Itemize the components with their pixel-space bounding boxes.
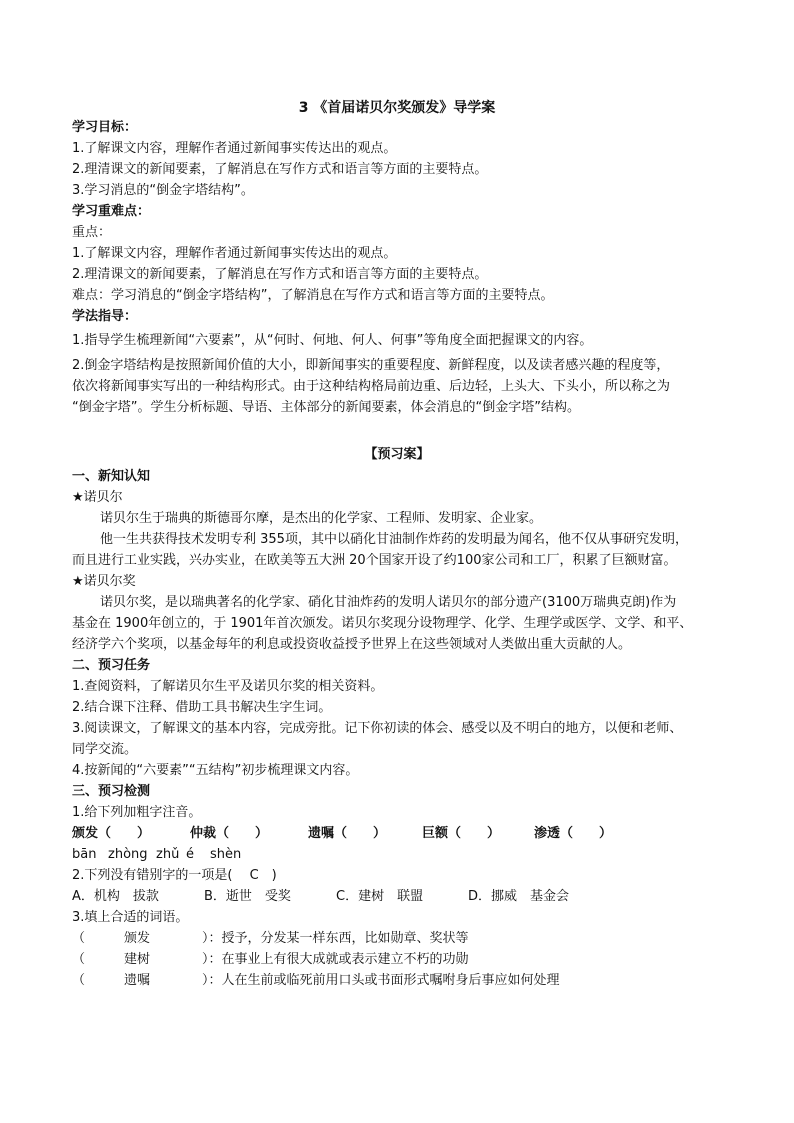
goals-heading: 学习目标： xyxy=(72,120,138,135)
pinyin-word: 仲裁（ ） xyxy=(190,826,269,841)
pinyin-answer: é xyxy=(186,847,194,862)
method-item-2-line: 依次将新闻事实写出的一种结构形式。由于这种结构格局前边重、后边轻，上头大、下头小，所以称之为 xyxy=(72,379,671,394)
part2-heading: 二、预习任务 xyxy=(72,658,151,673)
pinyin-answer: zhǔ xyxy=(156,847,180,862)
task-item: 4.按新闻的“六要素”“五结构”初步梳理课文内容。 xyxy=(72,763,359,778)
method-heading: 学法指导： xyxy=(72,309,138,324)
fill-row: （ 建树 ）：在事业上有很大成就或表示建立不朽的功勋 xyxy=(72,952,469,967)
difficulty-text: 难点：学习消息的“倒金字塔结构”，了解消息在写作方式和语言等方面的主要特点。 xyxy=(72,288,554,303)
task-item: 3.阅读课文，了解课文的基本内容，完成旁批。记下你初读的体会、感受以及不明白的地方，以便和老师、 xyxy=(72,721,683,736)
pinyin-word: 遗嘱（ ） xyxy=(308,826,387,841)
pinyin-word: 巨额（ ） xyxy=(422,826,501,841)
option-a: A．机构 拔款 xyxy=(72,889,159,904)
task-item: 1.查阅资料，了解诺贝尔生平及诺贝尔奖的相关资料。 xyxy=(72,679,384,694)
nobel-paragraph-2-line: 他一生共获得技术发明专利 355项，其中以硝化甘油制作炸药的发明最为闻名，他不仅从事研究发明， xyxy=(100,532,688,547)
key-item: 1.了解课文内容，理解作者通过新闻事实传达出的观点。 xyxy=(72,246,397,261)
goal-item: 2.理清课文的新闻要素，了解消息在写作方式和语言等方面的主要特点。 xyxy=(72,162,488,177)
part3-heading: 三、预习检测 xyxy=(72,784,151,799)
keypoints-heading: 学习重难点： xyxy=(72,204,151,219)
option-d: D．挪威 基金会 xyxy=(468,889,570,904)
part1-heading: 一、新知认知 xyxy=(72,469,151,484)
question-1: 1.给下列加粗字注音。 xyxy=(72,805,202,820)
key-label: 重点： xyxy=(72,225,112,240)
fill-row: （ 遗嘱 ）：人在生前或临死前用口头或书面形式嘱咐身后事应如何处理 xyxy=(72,973,560,988)
pinyin-word: 渗透（ ） xyxy=(534,826,613,841)
task-item: 同学交流。 xyxy=(72,742,138,757)
method-item-1: 1.指导学生梳理新闻“六要素”，从“何时、何地、何人、何事”等角度全面把握课文的内容。 xyxy=(72,333,593,348)
question-2: 2.下列没有错别字的一项是( C ) xyxy=(72,868,277,883)
pinyin-answer: shèn xyxy=(210,847,242,862)
method-item-2-line: “倒金字塔”。学生分析标题、导语、主体部分的新闻要素，体会消息的“倒金字塔”结构。 xyxy=(72,400,580,415)
pinyin-word: 颁发（ ） xyxy=(72,826,151,841)
task-item: 2.结合课下注释、借助工具书解决生字生词。 xyxy=(72,700,332,715)
method-item-2-line: 2.倒金字塔结构是按照新闻价值的大小，即新闻事实的重要程度、新鲜程度，以及读者感兴趣的程度等， xyxy=(72,358,670,373)
question-3: 3.填上合适的词语。 xyxy=(72,910,189,925)
goal-item: 1.了解课文内容，理解作者通过新闻事实传达出的观点。 xyxy=(72,141,397,156)
nobel-paragraph-1: 诺贝尔生于瑞典的斯德哥尔摩，是杰出的化学家、工程师、发明家、企业家。 xyxy=(100,511,543,526)
goal-item: 3.学习消息的“倒金字塔结构”。 xyxy=(72,183,254,198)
prize-title: ★诺贝尔奖 xyxy=(72,574,136,589)
option-c: C．建树 联盟 xyxy=(336,889,424,904)
page-title: 3 《首届诺贝尔奖颁发》导学案 xyxy=(298,100,496,116)
prize-paragraph-line: 基金在 1900年创立的，于 1901年首次颁发。诺贝尔奖现分设物理学、化学、生理学或医学、文学、和平、 xyxy=(72,616,693,631)
option-b: B．逝世 受奖 xyxy=(204,889,291,904)
fill-row: （ 颁发 ）：授予，分发某一样东西，比如勋章、奖状等 xyxy=(72,931,469,946)
pinyin-answer: bān xyxy=(72,847,97,862)
pinyin-answer: zhòng xyxy=(108,847,148,862)
preview-section-title: 【预习案】 xyxy=(364,447,430,462)
nobel-paragraph-2-line: 而且进行工业实践，兴办实业，在欧美等五大洲 20个国家开设了约100家公司和工厂，积累了巨额财富。 xyxy=(72,553,677,568)
nobel-title: ★诺贝尔 xyxy=(72,490,123,505)
prize-paragraph-line: 经济学六个奖项，以基金每年的利息或投资收益授予世界上在这些领域对人类做出重大贡献的人。 xyxy=(72,637,632,652)
key-item: 2.理清课文的新闻要素，了解消息在写作方式和语言等方面的主要特点。 xyxy=(72,267,488,282)
prize-paragraph-line: 诺贝尔奖，是以瑞典著名的化学家、硝化甘油炸药的发明人诺贝尔的部分遗产(3100万瑞典克朗)作为 xyxy=(100,595,677,610)
